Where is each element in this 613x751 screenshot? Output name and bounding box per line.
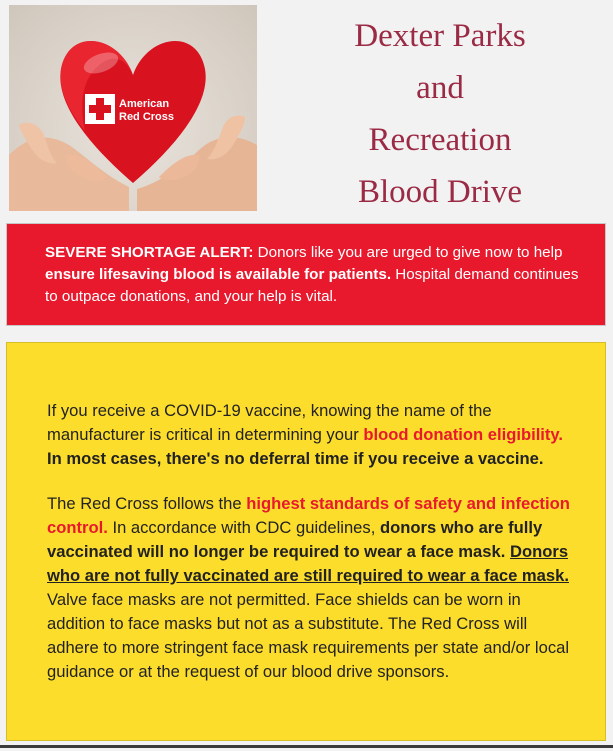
safety-text: In accordance with CDC guidelines, <box>107 518 380 537</box>
logo-text-line2: Red Cross <box>119 111 175 123</box>
vaccine-notice-box <box>6 342 606 741</box>
safety-text: Valve face masks are not permitted. Face shields can be worn in addition to face masks but not as a substitute. The Red Cross will adhere to more stringent face mask requirements per state and/or local guidance or at the request of our blood drive sponsors. <box>47 590 570 681</box>
heart-in-hands-illustration <box>9 5 257 211</box>
page-title <box>295 10 585 218</box>
eligibility-highlight: blood donation eligibility. <box>363 425 564 444</box>
deferral-text: In most cases, there's no deferral time if you receive a vaccine. <box>47 449 544 468</box>
mask-required-underlined: Donors who are not fully vaccinated are still required to wear a face mask. <box>47 542 569 585</box>
header <box>0 0 613 218</box>
vaccine-paragraph <box>47 399 577 471</box>
title-line: and <box>416 70 464 106</box>
title-line: Blood Drive <box>357 174 523 210</box>
bottom-divider <box>0 745 613 748</box>
alert-label: SEVERE SHORTAGE ALERT: <box>45 244 254 261</box>
title-line: Recreation <box>368 122 512 158</box>
alert-bold-text: ensure lifesaving blood is available for patients. <box>45 266 392 283</box>
mask-policy-bold: donors who are fully vaccinated will no longer be required to wear a face mask. <box>47 518 543 561</box>
alert-text <box>45 242 585 308</box>
logo-text-line1: American <box>119 98 170 110</box>
shortage-alert-box <box>6 223 606 326</box>
alert-text-part: Hospital demand continues to outpace donations, and your help is vital. <box>45 266 579 305</box>
hero-image-heart-in-hands <box>9 5 257 211</box>
vaccine-text: If you receive a COVID-19 vaccine, knowing the name of the manufacturer is critical in determining your <box>47 401 492 444</box>
safety-highlight: highest standards of safety and infection control. <box>47 494 570 537</box>
title-line: Dexter Parks <box>354 18 526 54</box>
safety-text: The Red Cross follows the <box>47 494 247 513</box>
alert-text-part: Donors like you are urged to give now to help <box>253 244 563 261</box>
safety-paragraph <box>47 492 577 684</box>
